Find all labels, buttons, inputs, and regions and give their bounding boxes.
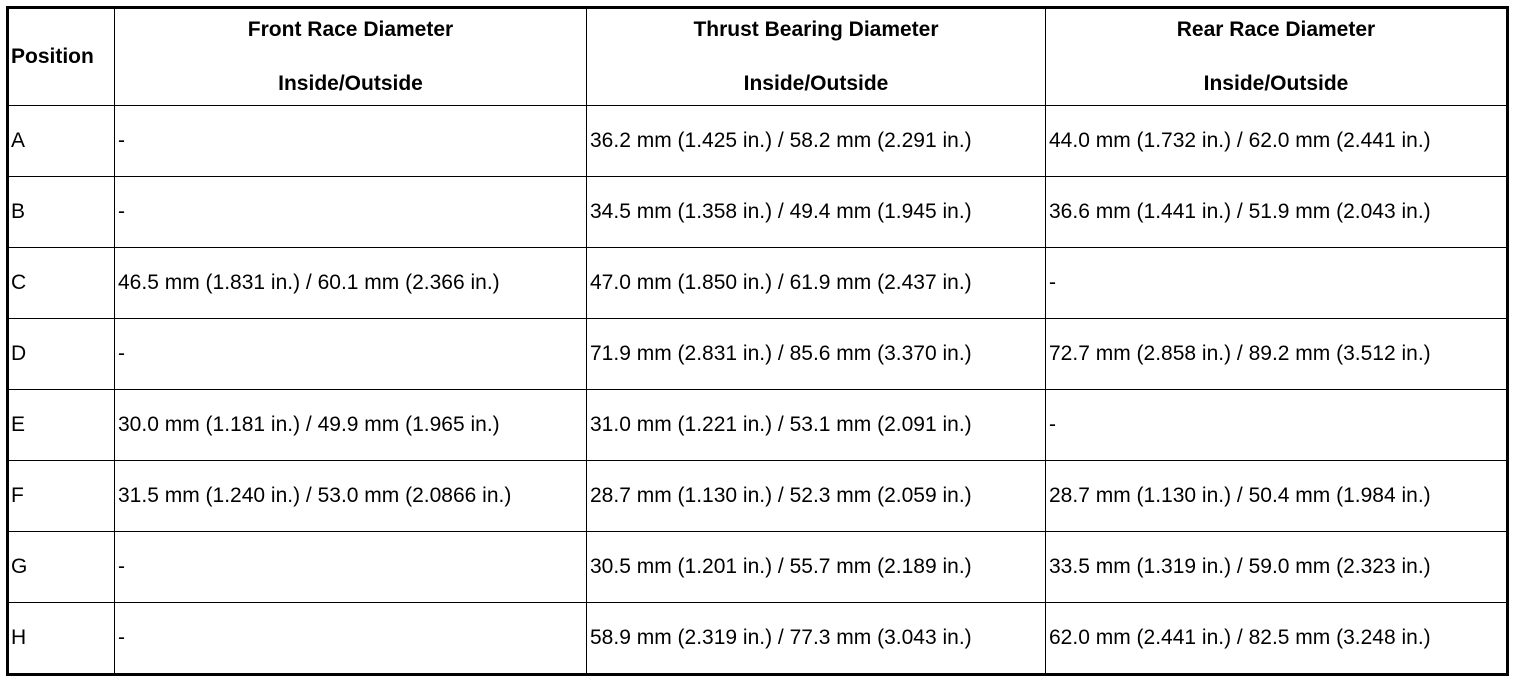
thrust-bearing-cell: 30.5 mm (1.201 in.) / 55.7 mm (2.189 in.) <box>587 532 1046 603</box>
thrust-bearing-cell: 36.2 mm (1.425 in.) / 58.2 mm (2.291 in.) <box>587 106 1046 177</box>
table-row <box>8 603 1508 675</box>
column-header-subtitle: Inside/Outside <box>278 72 423 95</box>
column-header-rear-race <box>1046 8 1508 106</box>
position-cell: C <box>8 248 115 319</box>
column-header-title: Thrust Bearing Diameter <box>693 18 939 41</box>
rear-race-cell: 36.6 mm (1.441 in.) / 51.9 mm (2.043 in.) <box>1046 177 1508 248</box>
bearing-diameter-table <box>6 6 1509 676</box>
position-cell: E <box>8 390 115 461</box>
thrust-bearing-cell: 71.9 mm (2.831 in.) / 85.6 mm (3.370 in.) <box>587 319 1046 390</box>
front-race-cell: - <box>115 106 587 177</box>
rear-race-cell: 62.0 mm (2.441 in.) / 82.5 mm (3.248 in.) <box>1046 603 1508 675</box>
header-row <box>8 8 1508 106</box>
column-header-subtitle: Inside/Outside <box>743 72 889 95</box>
table-row <box>8 177 1508 248</box>
rear-race-cell: - <box>1046 390 1508 461</box>
position-cell: H <box>8 603 115 675</box>
column-header-title: Rear Race Diameter <box>1176 18 1376 41</box>
thrust-bearing-cell: 31.0 mm (1.221 in.) / 53.1 mm (2.091 in.) <box>587 390 1046 461</box>
thrust-bearing-cell: 58.9 mm (2.319 in.) / 77.3 mm (3.043 in.) <box>587 603 1046 675</box>
front-race-cell: 46.5 mm (1.831 in.) / 60.1 mm (2.366 in.) <box>115 248 587 319</box>
column-header-title: Front Race Diameter <box>247 18 454 41</box>
front-race-cell: - <box>115 319 587 390</box>
table-body <box>8 106 1508 675</box>
table-row <box>8 390 1508 461</box>
position-cell: G <box>8 532 115 603</box>
rear-race-cell: 72.7 mm (2.858 in.) / 89.2 mm (3.512 in.) <box>1046 319 1508 390</box>
front-race-cell: - <box>115 177 587 248</box>
rear-race-cell: 44.0 mm (1.732 in.) / 62.0 mm (2.441 in.) <box>1046 106 1508 177</box>
table-row <box>8 461 1508 532</box>
thrust-bearing-cell: 28.7 mm (1.130 in.) / 52.3 mm (2.059 in.) <box>587 461 1046 532</box>
table-row <box>8 532 1508 603</box>
table-row <box>8 319 1508 390</box>
column-header-subtitle: Inside/Outside <box>1203 72 1349 95</box>
column-header-position <box>8 8 115 106</box>
position-cell: D <box>8 319 115 390</box>
table-header <box>8 8 1508 106</box>
column-header-title: Position <box>11 45 94 68</box>
column-header-thrust-bearing <box>587 8 1046 106</box>
rear-race-cell: - <box>1046 248 1508 319</box>
position-cell: A <box>8 106 115 177</box>
rear-race-cell: 28.7 mm (1.130 in.) / 50.4 mm (1.984 in.) <box>1046 461 1508 532</box>
thrust-bearing-cell: 34.5 mm (1.358 in.) / 49.4 mm (1.945 in.) <box>587 177 1046 248</box>
column-header-front-race <box>115 8 587 106</box>
front-race-cell: - <box>115 603 587 675</box>
position-cell: F <box>8 461 115 532</box>
position-cell: B <box>8 177 115 248</box>
spec-sheet <box>6 6 1509 676</box>
rear-race-cell: 33.5 mm (1.319 in.) / 59.0 mm (2.323 in.) <box>1046 532 1508 603</box>
front-race-cell: - <box>115 532 587 603</box>
front-race-cell: 30.0 mm (1.181 in.) / 49.9 mm (1.965 in.) <box>115 390 587 461</box>
table-row <box>8 106 1508 177</box>
thrust-bearing-cell: 47.0 mm (1.850 in.) / 61.9 mm (2.437 in.) <box>587 248 1046 319</box>
front-race-cell: 31.5 mm (1.240 in.) / 53.0 mm (2.0866 in.) <box>115 461 587 532</box>
table-row <box>8 248 1508 319</box>
